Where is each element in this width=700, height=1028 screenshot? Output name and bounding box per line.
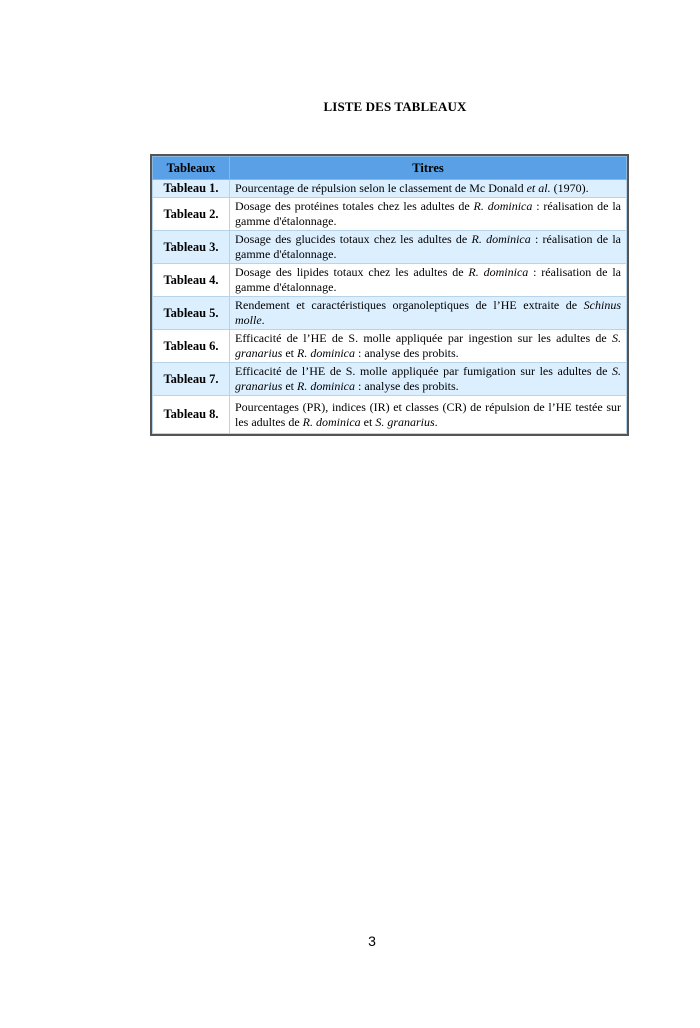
table-name-cell: Tableau 5. <box>153 297 230 330</box>
title-text: (1970). <box>550 181 589 195</box>
title-text: Pourcentage de répulsion selon le classement de Mc Donald <box>235 181 527 195</box>
table-row <box>153 231 627 264</box>
page-title: LISTE DES TABLEAUX <box>323 99 467 114</box>
italic-text: R. dominica <box>297 346 356 360</box>
tables-list <box>150 154 629 436</box>
table-row <box>153 396 627 434</box>
table-name-cell: Tableau 2. <box>153 198 230 231</box>
table-row <box>153 330 627 363</box>
table-title-cell <box>230 231 627 264</box>
title-text: Rendement et caractéristiques organoleptiques de l’HE extraite de <box>235 298 584 312</box>
title-text: Efficacité de l’HE de S. molle appliquée par ingestion sur les adultes de <box>235 331 612 345</box>
italic-text: R. dominica <box>468 265 529 279</box>
title-text: : analyse des probits. <box>355 346 459 360</box>
title-text: : réalisation de la gamme d'étalonnage. <box>235 199 621 228</box>
table-title-cell <box>230 330 627 363</box>
tables-list-table <box>152 156 627 434</box>
italic-text: S. granarius <box>375 414 435 429</box>
table-title-cell <box>230 180 627 198</box>
title-text: et <box>282 379 298 393</box>
italic-text: R. dominica <box>473 199 533 213</box>
title-text: . <box>434 414 438 429</box>
italic-text: R. dominica <box>471 232 531 246</box>
title-text: : réalisation de la gamme d'étalonnage. <box>235 232 621 261</box>
table-title-cell <box>230 198 627 231</box>
title-text: et <box>282 346 298 360</box>
title-text: Efficacité de l’HE de S. molle appliquée par fumigation sur les adultes de <box>235 364 612 378</box>
italic-text: et al. <box>526 181 551 195</box>
table-name-cell: Tableau 8. <box>153 396 230 434</box>
table-name-cell: Tableau 1. <box>153 180 230 198</box>
table-name-cell: Tableau 4. <box>153 264 230 297</box>
table-title-cell <box>230 297 627 330</box>
table-name-cell: Tableau 7. <box>153 363 230 396</box>
table-row <box>153 198 627 231</box>
table-title-cell <box>230 264 627 297</box>
title-text: et <box>360 414 376 429</box>
table-name-cell: Tableau 3. <box>153 231 230 264</box>
italic-text: R. dominica <box>297 379 356 393</box>
italic-text: S. granarius <box>235 364 621 393</box>
table-row <box>153 363 627 396</box>
title-text: Pourcentages (PR), indices (IR) et classes (CR) de répulsion de l’HE testée sur les adultes de <box>235 399 621 429</box>
table-row <box>153 297 627 330</box>
title-text: Dosage des protéines totales chez les adultes de <box>235 199 474 213</box>
table-row <box>153 264 627 297</box>
page-number: 3 <box>368 933 376 949</box>
table-name-cell: Tableau 6. <box>153 330 230 363</box>
title-text: Dosage des lipides totaux chez les adultes de <box>235 265 469 279</box>
italic-text: R. dominica <box>302 414 361 429</box>
title-text: : réalisation de la gamme d'étalonnage. <box>235 265 621 294</box>
title-text: Dosage des glucides totaux chez les adultes de <box>235 232 472 246</box>
table-body <box>153 180 627 434</box>
header-titres: Titres <box>230 157 627 180</box>
table-header-row <box>153 157 627 180</box>
italic-text: S. granarius <box>235 331 621 360</box>
italic-text: Schinus molle <box>235 298 621 327</box>
header-tableaux: Tableaux <box>153 157 230 180</box>
title-text: : analyse des probits. <box>355 379 459 393</box>
table-title-cell <box>230 396 627 434</box>
table-row <box>153 180 627 198</box>
table-title-cell <box>230 363 627 396</box>
title-text: . <box>261 313 265 327</box>
